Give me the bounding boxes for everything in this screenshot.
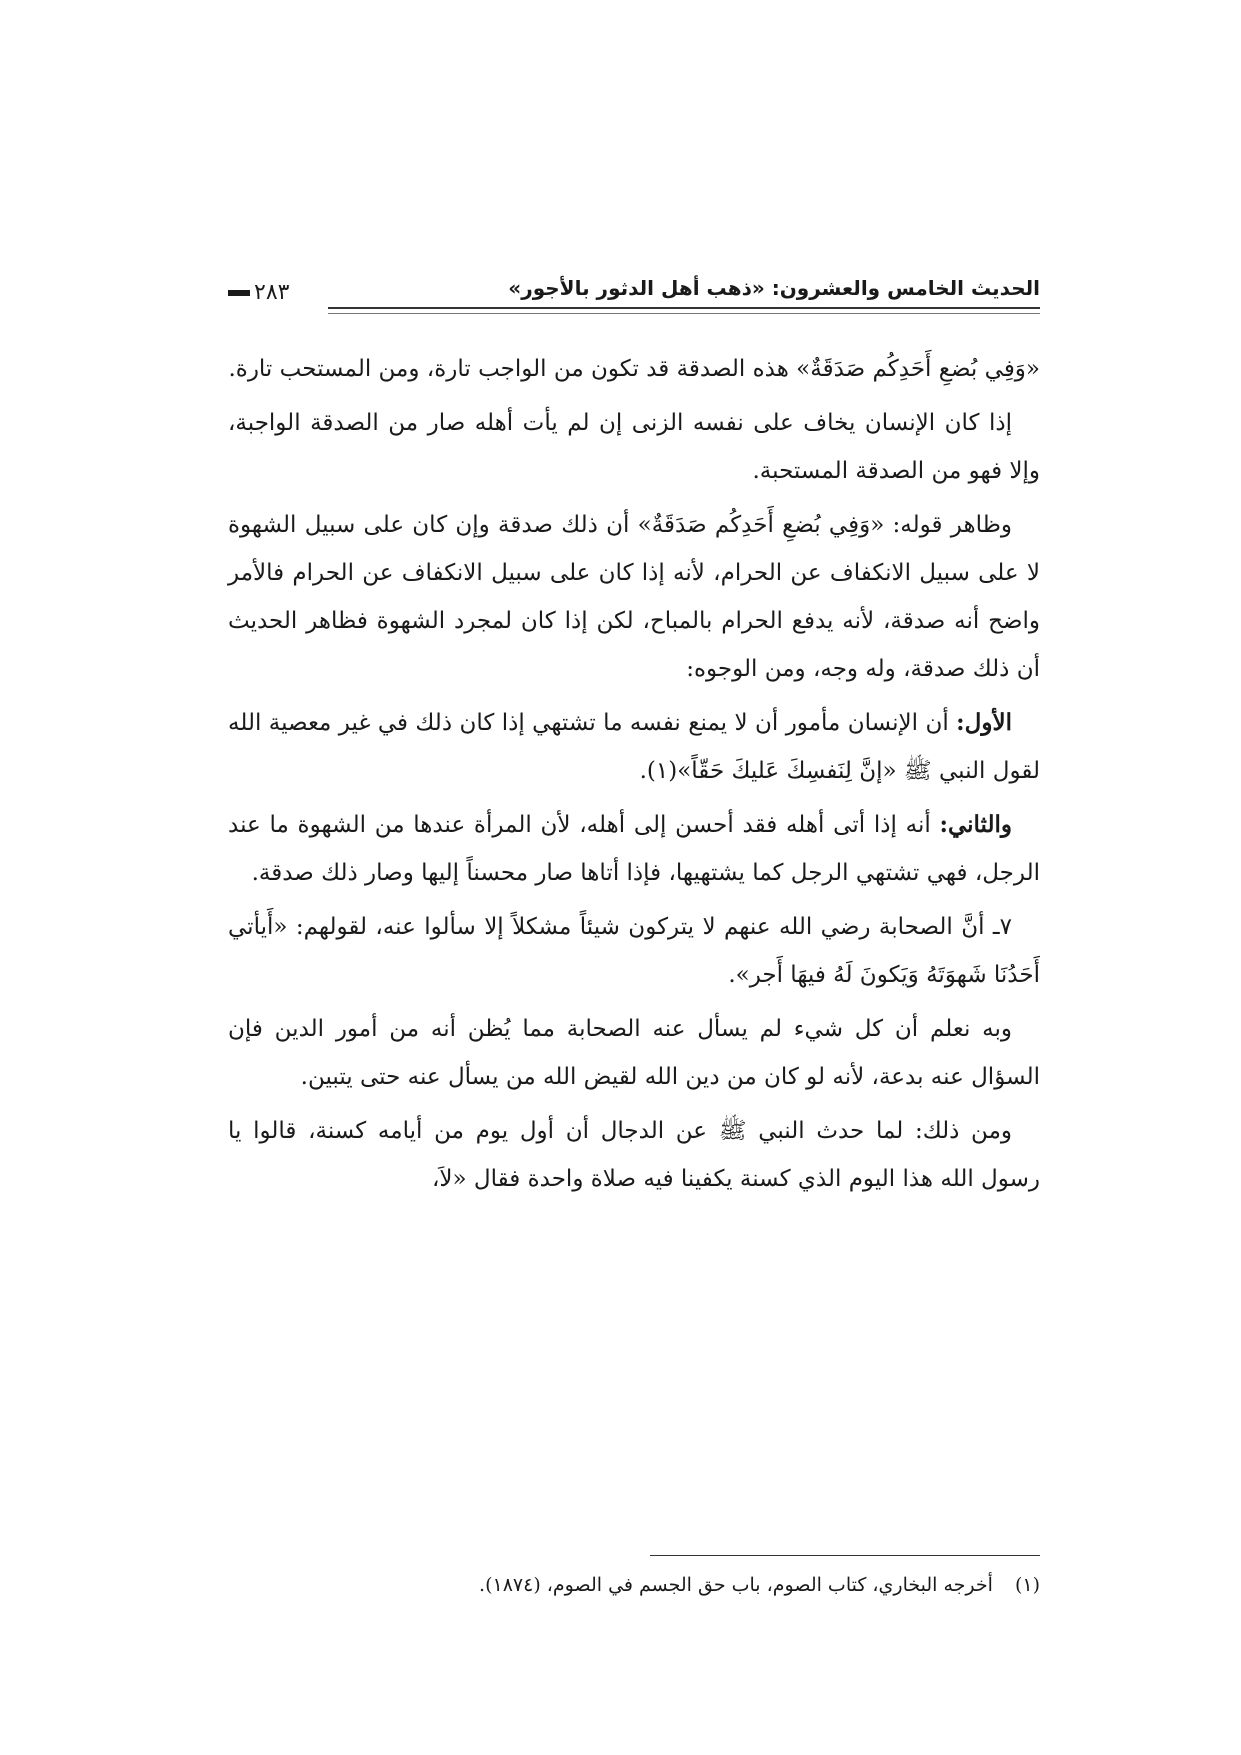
paragraph-7: ٧ـ أنَّ الصحابة رضي الله عنهم لا يتركون شيئاً مشكلاً إلا سألوا عنه، لقولهم: «أَيأتي أَحَدُنَا شَهوَتَهُ وَيَكونَ لَهُ فيهَا أَجر».: [228, 914, 1040, 988]
paragraph-second: [228, 801, 1040, 897]
paragraph-dajjal: ومن ذلك: لما حدث النبي ﷺ عن الدجال أن أول يوم من أيامه كسنة، قالوا يا رسول الله هذا اليوم الذي كسنة يكفينا فيه صلاة واحدة فقال «لاَ،: [228, 1118, 1040, 1192]
paragraph-3: وظاهر قوله: «وَفِي بُضعِ أَحَدِكُم صَدَقَةٌ» أن ذلك صدقة وإن كان على سبيل الشهوة لا على سبيل الانكفاف عن الحرام، لأنه إذا كان على سبيل الانكفاف عن الحرام فالأمر واضح أنه صدقة، لأنه يدفع الحرام بالمباح، لكن إذا كان لمجرد الشهوة فظاهر الحديث أن ذلك صدقة، وله وجه، ومن الوجوه:: [228, 512, 1040, 682]
paragraph-1: «وَفِي بُضعِ أَحَدِكُم صَدَقَةٌ» هذه الصدقة قد تكون من الواجب تارة، ومن المستحب تارة.: [228, 356, 1040, 382]
page-number-text: ٢٨٣: [254, 280, 290, 305]
footnote-rule: [650, 1555, 1040, 1556]
paragraph-bidah: وبه نعلم أن كل شيء لم يسأل عنه الصحابة مما يُظن أنه من أمور الدين فإن السؤال عنه بدعة، لأنه لو كان من دين الله لقيض الله من يسأل عنه حتى يتبين.: [228, 1016, 1040, 1090]
paragraph-2: إذا كان الإنسان يخاف على نفسه الزنى إن لم يأت أهله صار من الصدقة الواجبة، وإلا فهو من الصدقة المستحبة.: [228, 410, 1040, 484]
chapter-title: الحديث الخامس والعشرون: «ذهب أهل الدثور بالأجور»: [508, 276, 1040, 300]
page-number-bar: [228, 290, 250, 296]
first-text: أن الإنسان مأمور أن لا يمنع نفسه ما تشتهي إذا كان ذلك في غير معصية الله لقول النبي ﷺ «إنَّ لِنَفسِكَ عَليكَ حَقّاً»(١).: [228, 710, 1040, 784]
body-text: [228, 345, 1040, 1209]
footnote-number: (١): [1014, 1574, 1040, 1596]
second-label: والثاني:: [939, 811, 1012, 838]
first-label: الأول:: [956, 709, 1012, 736]
footnote: [228, 1570, 1040, 1600]
paragraph-first: [228, 699, 1040, 795]
page-number: [228, 280, 289, 305]
header-rule: [328, 307, 1040, 314]
page-header: [228, 276, 1040, 316]
second-text: أنه إذا أتى أهله فقد أحسن إلى أهله، لأن المرأة عندها من الشهوة ما عند الرجل، فهي تشتهي الرجل كما يشتهيها، فإذا أتاها صار محسناً إليها وصار ذلك صدقة.: [228, 812, 1040, 886]
footnote-text: أخرجه البخاري، كتاب الصوم، باب حق الجسم في الصوم، (١٨٧٤).: [479, 1574, 993, 1596]
